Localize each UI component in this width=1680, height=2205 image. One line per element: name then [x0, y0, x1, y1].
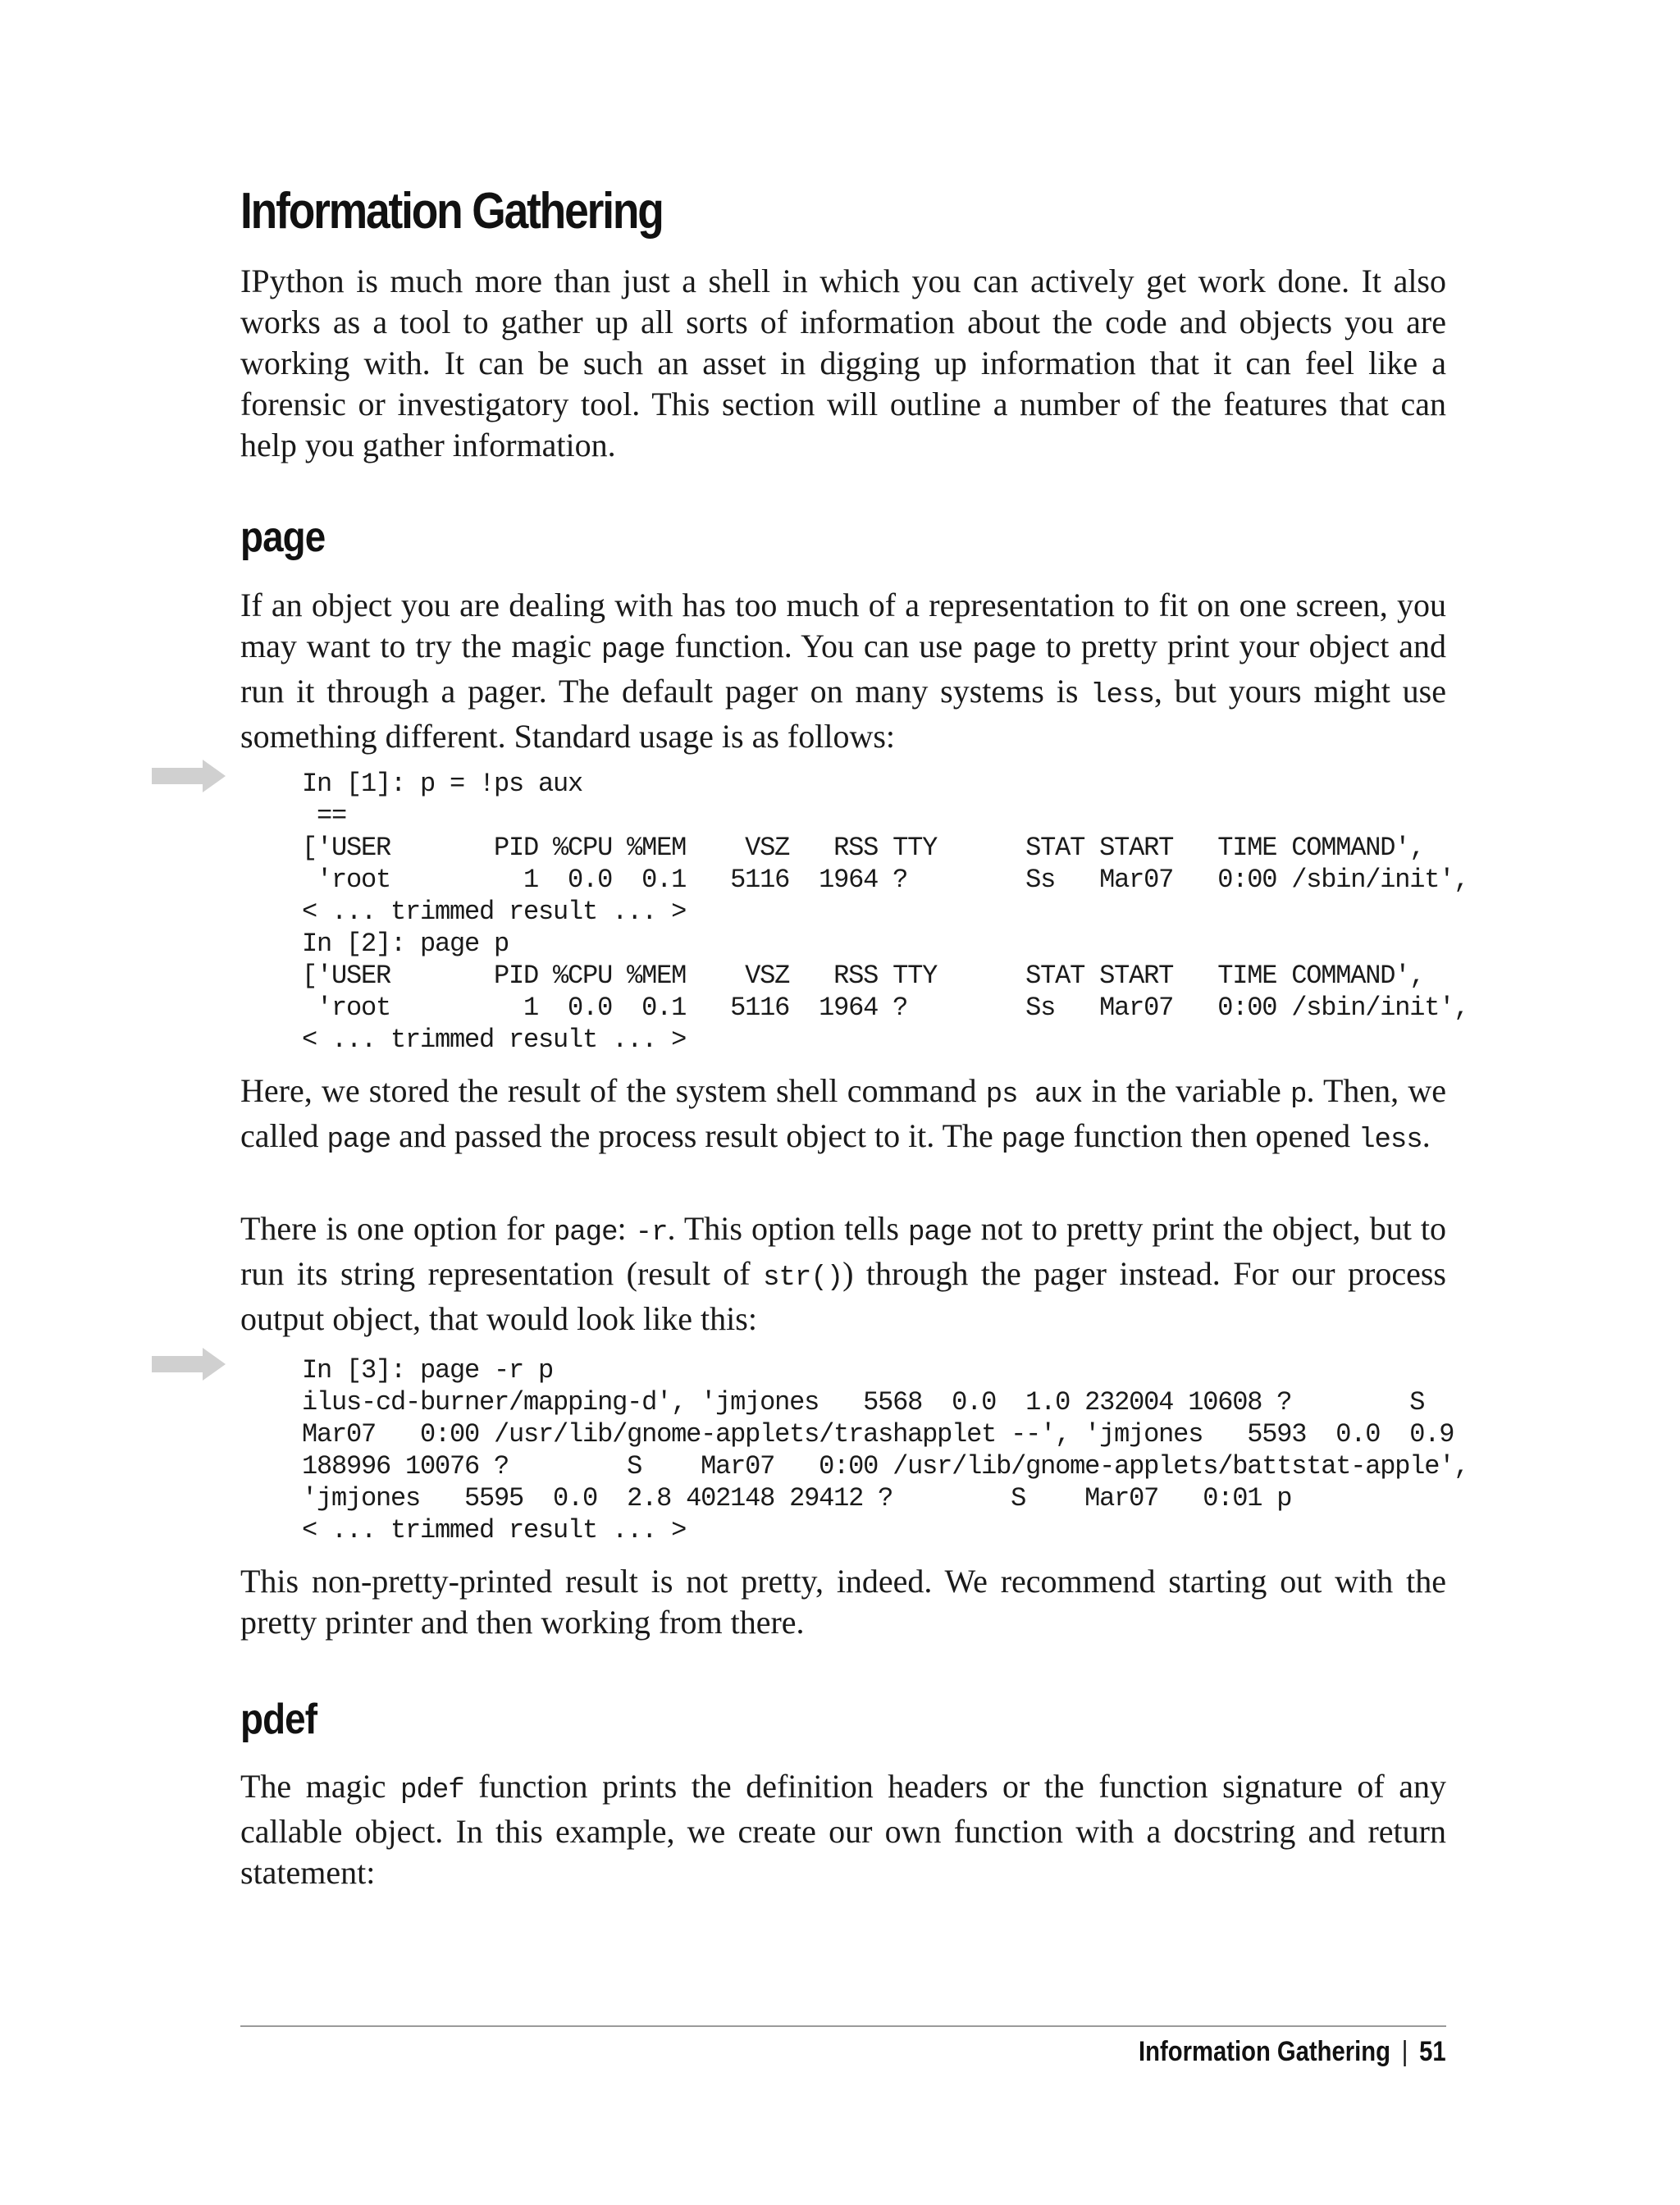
pdef-subheading: pdef	[240, 1696, 317, 1743]
footer-section-title: Information Gathering	[1139, 2036, 1391, 2067]
page-number: 51	[1419, 2036, 1446, 2067]
page-paragraph-4: This non-pretty-printed result is not pretty, indeed. We recommend starting out with the pretty printer and then working from there.	[240, 1563, 1446, 1641]
pdef-paragraph-1: The magic pdef function prints the definition headers or the function signature of any callable object. In this example, we create our own function with a docstring and return statement:	[240, 1768, 1446, 1891]
footer-separator: |	[1402, 2036, 1408, 2067]
code-example-1: In [1]: p = !ps aux == ['USER PID %CPU %MEM VSZ RSS TTY STAT START TIME COMMAND', 'root 1 0.0 0.1 5116 1964 ? Ss Mar07 0:00 /sbin/init', < ... trimmed result ... > In [2]: page p ['USER PID %CPU %MEM VSZ RSS TTY STAT START TIME COMMAND', 'root 1 0.0 0.1 5116 1964 ? Ss Mar07 0:00 /sbin/init', < ... trimmed result ... >	[302, 769, 1469, 1055]
page-paragraph-2: Here, we stored the result of the system shell command ps aux in the variable p. Then, we called page and passed the process result object to it. The page function then opened less.	[240, 1072, 1447, 1156]
page-subheading: page	[240, 514, 326, 561]
section-heading: Information Gathering	[240, 183, 663, 240]
page-footer	[1139, 2036, 1446, 2068]
intro-paragraph: IPython is much more than just a shell in which you can actively get work done. It also works as a tool to gather up all sorts of information about the code and objects you are working with. It can be such an asset in digging up information that it can feel like a forensic or investigatory tool. This section will outline a number of the features that can help you gather information.	[240, 262, 1446, 463]
page-paragraph-1: If an object you are dealing with has too much of a representation to fit on one screen, you may want to try the magic page function. You can use page to pretty print your object and run it through a pager. The default pager on many systems is less, but yours might use something different. Standard usage is as follows:	[240, 587, 1446, 755]
page-paragraph-3: There is one option for page: -r. This option tells page not to pretty print the object, but to run its string representation (result of str()) through the pager instead. For our process output object, that would look like this:	[240, 1210, 1447, 1337]
example-arrow-icon	[152, 760, 226, 792]
code-example-2: In [3]: page -r p ilus-cd-burner/mapping-d', 'jmjones 5568 0.0 1.0 232004 10608 ? S Mar07 0:00 /usr/lib/gnome-applets/trashapplet --', 'jmjones 5593 0.0 0.9 188996 10076 ? S Mar07 0:00 /usr/lib/gnome-applets/battstat-apple', 'jmjones 5595 0.0 2.8 402148 29412 ? S Mar07 0:01 p < ... trimmed result ... >	[302, 1355, 1469, 1545]
example-arrow-icon	[152, 1348, 226, 1381]
footer-rule	[240, 2025, 1446, 2027]
